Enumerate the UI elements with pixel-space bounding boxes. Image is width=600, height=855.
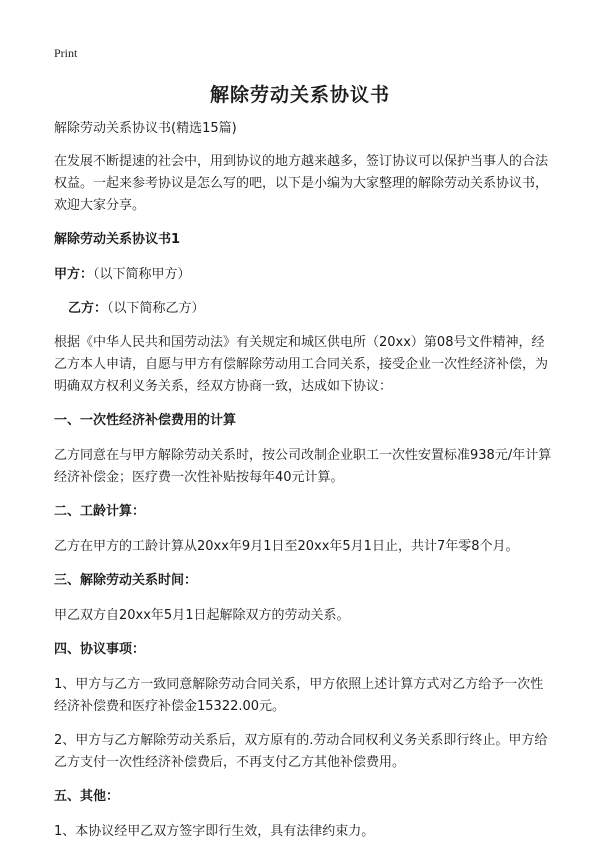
party-a-text: （以下简称甲方） — [93, 267, 191, 282]
party-a-line — [54, 264, 554, 286]
clause-4-item-2: 2、甲方与乙方解除劳动关系后，双方原有的.劳动合同权利义务关系即行终止。甲方给乙方支付一次性经济补偿费后，不再支付乙方其他补偿费用。 — [54, 733, 548, 770]
clause-1-heading: 一、一次性经济补偿费用的计算 — [54, 413, 237, 428]
clause-1-paragraph: 乙方同意在与甲方解除劳动关系时，按公司改制企业职工一次性安置标准938元/年计算经济补偿金；医疗费一次性补贴按每年40元计算。 — [54, 448, 552, 485]
party-b-label: 乙方： — [68, 301, 108, 316]
clause-4-heading: 四、协议事项： — [54, 642, 146, 657]
clause-2-heading: 二、工龄计算： — [54, 504, 146, 519]
party-a-label: 甲方： — [54, 267, 94, 282]
intro-paragraph: 在发展不断提速的社会中，用到协议的地方越来越多，签订协议可以保护当事人的合法权益。一起来参考协议是怎么写的吧，以下是小编为大家整理的解除劳动关系协议书，欢迎大家分享。 — [54, 154, 549, 213]
clause-2-paragraph: 乙方在甲方的工龄计算从20xx年9月1日至20xx年5月1日止，共计7年零8个月。 — [54, 539, 519, 554]
clause-5-heading: 五、其他： — [54, 789, 120, 804]
party-b-text: （以下简称乙方） — [107, 301, 205, 316]
document-subtitle: 解除劳动关系协议书(精选15篇) — [54, 121, 237, 136]
print-link[interactable]: Print — [54, 46, 78, 60]
page-title: 解除劳动关系协议书 — [209, 84, 390, 106]
document-body — [54, 118, 554, 855]
clause-5-item-1: 1、本协议经甲乙双方签字即行生效，具有法律约束力。 — [54, 824, 375, 839]
clause-4-item-1: 1、甲方与乙方一致同意解除劳动合同关系，甲方依照上述计算方式对乙方给予一次性经济补偿费和医疗补偿金15322.00元。 — [54, 677, 544, 714]
section-heading: 解除劳动关系协议书1 — [54, 232, 181, 247]
clause-3-paragraph: 甲乙双方自20xx年5月1日起解除双方的劳动关系。 — [54, 608, 350, 623]
preamble-paragraph: 根据《中华人民共和国劳动法》有关规定和城区供电所（20xx）第08号文件精神，经乙方本人申请，自愿与甲方有偿解除劳动用工合同关系，接受企业一次性经济补偿，为明确双方权利义务关系，经双方协商一致，达成如下协议： — [54, 335, 549, 394]
party-b-line — [54, 298, 554, 320]
clause-3-heading: 三、解除劳动关系时间： — [54, 573, 198, 588]
